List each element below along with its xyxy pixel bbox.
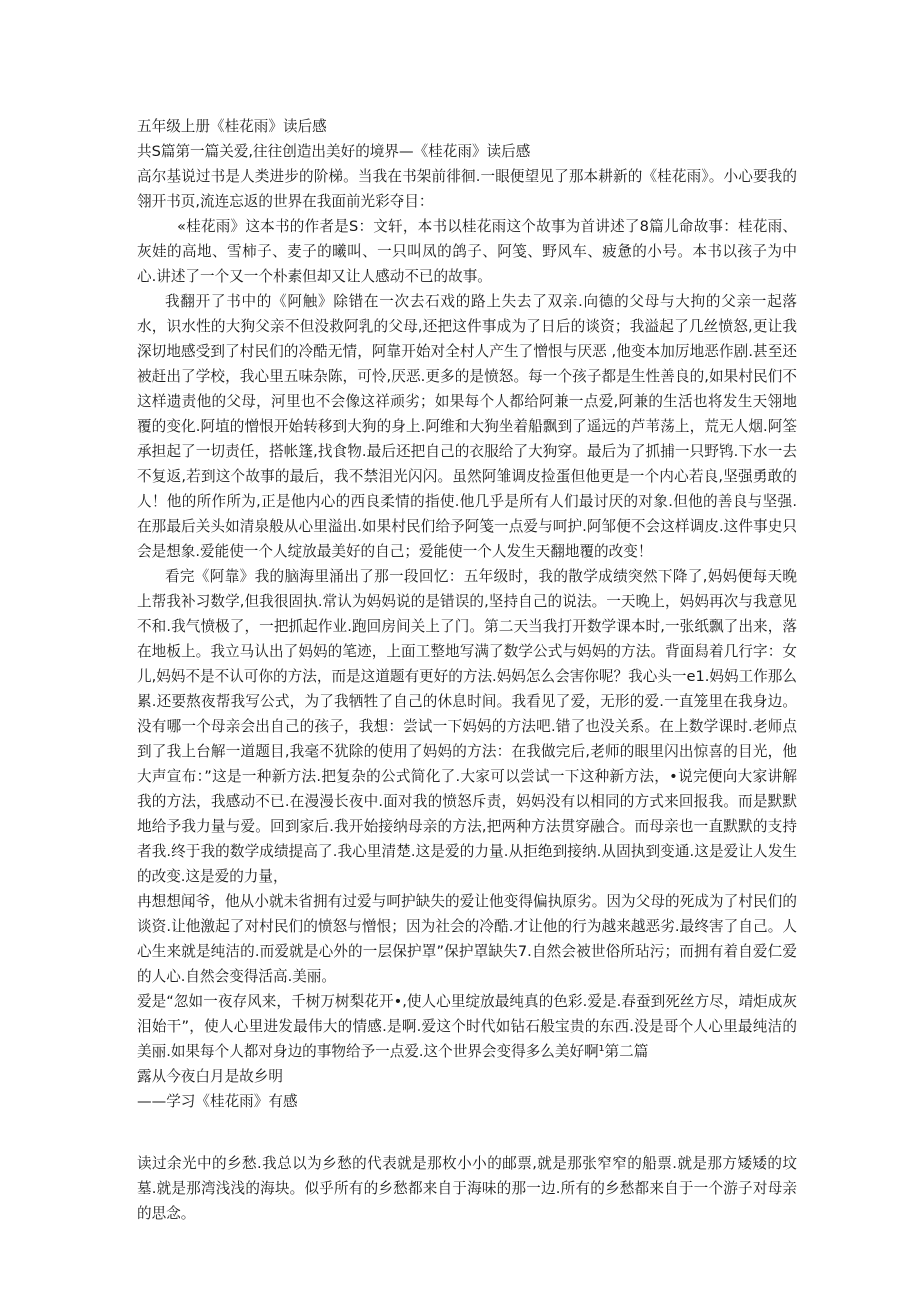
paragraph-intro: 高尔基说过书是人类进步的阶梯。当我在书架前徘徊.一眼便望见了那本耕新的《桂花雨》。小心要我的翎开书页,流连忘返的世界在我面前光彩夺目： (137, 168, 797, 210)
blank-gap (137, 1114, 797, 1139)
second-essay-subtitle: ——学习《桂花雨》有感 (137, 1093, 298, 1110)
paragraph-book-summary: «桂花雨》这本书的作者是S：文轩，本书以桂花雨这个故事为首讲述了8篇儿命故事：桂花雨、灰娃的高地、雪柿子、麦子的曦叫、一只叫凤的鸽子、阿笺、野风车、疲惫的小号。本书以孩子为中心.讲述了一个又一个朴素但却又让人感动不已的故事。 (137, 218, 797, 285)
document-subtitle: 共S篇第一篇关爱,往往创造出美好的境界—《桂花雨》读后感 (137, 143, 531, 160)
paragraph-story-reflection: 我翻开了书中的《阿触》除错在一次去石戏的路上失去了双亲.向德的父母与大拘的父亲一起落水，识水性的大狗父亲不但没救阿乳的父母,还把这件事成为了日后的谈资；我溢起了几丝愤怒,更让我深切地感受到了村民们的冷酷无情，阿靠开始对全村人产生了憎恨与厌恶 ,他变本加厉地恶作剧.甚至还被赶出了学校，我心里五味杂陈，可怜,厌恶.更多的是愤怒。每一个孩子都是生性善良的,如果村民们不这样遗责他的父母，河里也不会像这祥顽劣；如果每个人都给阿兼一点爱,阿兼的生活也将发生天翎地覆的变化.阿埴的憎恨开始转移到大狗的身上.阿维和大狗坐着船飘到了遥远的芦苇荡上，荒无人烟.阿筌承担起了一切责任，搭帐篷,找食物.最后还把自己的衣服给了大狗穿。最后为了抓捕一只野鸨.下水一去不复返,若到这个故事的最后，我不禁泪光闪闪。虽然阿雏调皮捡蛋但他更是一个内心若良,坚强勇敢的人！他的所作所为,正是他内心的西良柔情的指使.他几乎是所有人们最讨厌的对象.但他的善良与坚强.在那最后关头如清泉般从心里溢出.如果村民们给予阿笺一点爱与呵护.阿邹便不会这样调皮.这件事史只会是想象.爱能使一个人绽放最美好的自己；爱能使一个人发生天翻地覆的改变！ (137, 293, 797, 560)
paragraph-love-poetry: 爱是“忽如一夜存风来，千树万树梨花开•,使人心里绽放最纯真的色彩.爱是.春蚕到死丝方尽，靖炬成灰泪始干”，使人心里进发最伟大的情感.是啊.爱这个时代如钻石般宝贵的东西.没是哥个人心里最纯洁的美丽.如果每个人都对身边的事物给予一点爱.这个世界会变得多么美好啊¹第二篇 (137, 993, 797, 1060)
second-essay-title: 露从今夜白月是故乡明 (137, 1068, 283, 1085)
paragraph-love-reflection: 冉想想闻爷，他从小就未省拥有过爱与呵护缺失的爱让他变得偏执原劣。因为父母的死成为了村民们的谈资.让他激起了对村民们的愤怒与憎恨；因为社会的冷酷.才让他的行为越来越恶劣.最终害了自己。人心生来就是纯洁的.而爱就是心外的一层保护罩”保护罩缺失7.自然会被世俗所玷污；而拥有着自爱仁爱的人心.自然会变得活高.美丽。 (137, 893, 797, 985)
document-title: 五年级上册《桂花雨》读后感 (137, 118, 327, 135)
paragraph-nostalgia: 读过余光中的乡愁.我总以为乡愁的代表就是那枚小小的邮票,就是那张窄窄的船票.就是那方矮矮的坟墓.就是那湾浅浅的海块。似乎所有的乡愁都来自于海味的那一边.所有的乡愁都来自于一个游子对母亲的思念。 (137, 1155, 797, 1222)
document-page (137, 114, 797, 1226)
blank-gap-small (137, 1139, 797, 1151)
paragraph-memory: 看完《阿靠》我的脑海里涌出了那一段回忆：五年级时，我的散学成绩突然下降了,妈妈便每天晚上帮我补习数学,但我很固执.常认为妈妈说的是错误的,坚持自己的说法。一天晚上，妈妈再次与我意见不和.我气愤极了，一把抓起作业.跑回房间关上了门。第二天当我打开数学课本时,一张纸飘了出来，落在地板上。我立马认出了妈妈的笔迹，上面工整地写满了数学公式与妈妈的方法。背面舄着几行字：女儿,妈妈不是不认可你的方法，而是这道题有更好的方法.妈妈怎么会害你呢？我心头一e1.妈妈工作那么累.还要熬夜帮我写公式，为了我牺牲了自己的休息时间。我看见了爱，无形的爱.一直笼里在我身边。没有哪一个母亲会出自己的孩子，我想：尝试一下妈妈的方法吧.错了也没关系。在上数学课时.老师点到了我上台解一道题目,我毫不犹除的使用了妈妈的方法：在我做完后,老师的眼里闪出惊喜的目光，他大声宣布：”这是一种新方法.把复杂的公式简化了.大家可以尝试一下这种新方法，•说完便向大家讲解我的方法，我感动不已.在漫漫长夜中.面对我的愤怒斥责，妈妈没有以相同的方式来回报我。而是默默地给予我力量与爱。回到家后.我开始接纳母亲的方法,把两种方法贯穿融合。而母亲也一直默默的支持者我.终于我的数学成绩提高了.我心里清楚.这是爱的力量.从拒绝到接纳.从固执到变通.这是爱让人发生的改变.这是爱的力量， (137, 568, 797, 885)
